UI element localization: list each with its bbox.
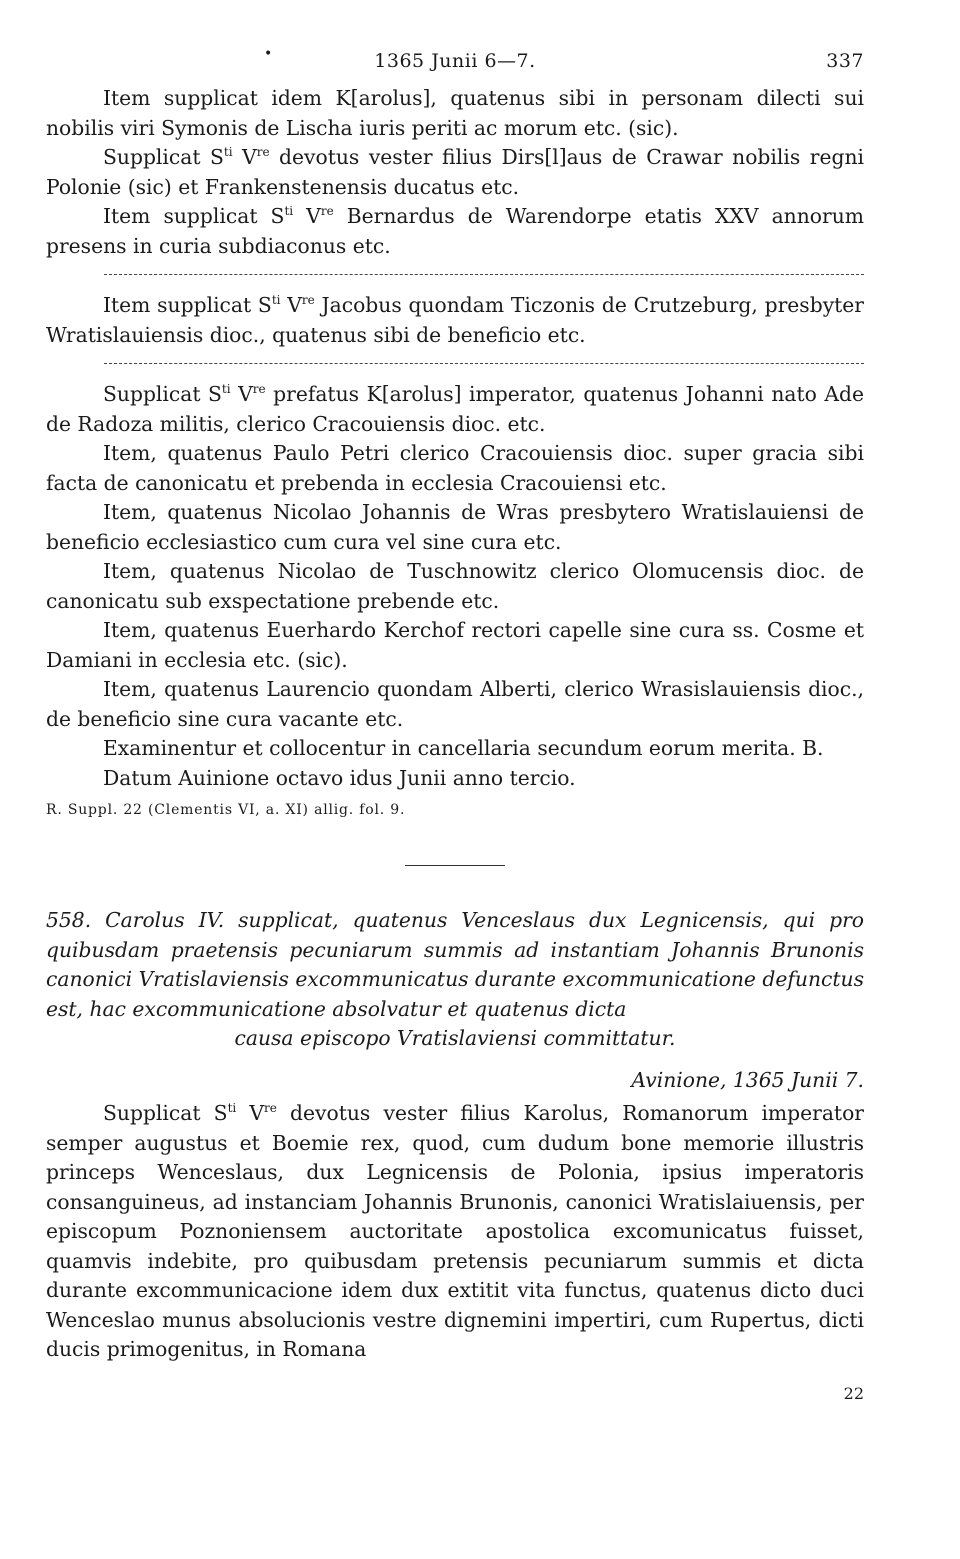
superscript-abbreviation: re xyxy=(320,204,334,218)
paragraph: Item, quatenus Nicolao Johannis de Wras presbytero Wratislauiensi de beneficio ecclesiastico cum cura vel sine cura etc. xyxy=(46,500,864,554)
paragraph: Item supplicat idem K[arolus], quatenus sibi in personam dilecti sui nobilis viri Symonis de Lischa iuris periti ac morum etc. (sic). xyxy=(46,86,864,140)
regest xyxy=(46,906,864,1024)
superscript-abbreviation: ti xyxy=(284,204,294,218)
superscript-abbreviation: re xyxy=(256,145,270,159)
document-number: 558. xyxy=(46,908,92,932)
dashed-separator xyxy=(46,350,864,380)
section-rule xyxy=(405,865,505,866)
header-dot: • xyxy=(264,46,273,62)
paragraph: Item supplicat $S^{ti}$ Vre Jacobus quondam Ticzonis de Crutzeburg, presbyter Wratislauiensis dioc., quatenus sibi de beneficio etc. xyxy=(46,293,864,347)
dateline: Avinione, 1365 Junii 7. xyxy=(631,1067,864,1092)
superscript-abbreviation: re xyxy=(301,293,315,307)
superscript-abbreviation: ti xyxy=(271,293,281,307)
paragraph: Item, quatenus Laurencio quondam Alberti, clerico Wrasislauiensis dioc., de beneficio sine cura vacante etc. xyxy=(46,677,864,731)
main-supplications xyxy=(46,380,864,793)
superscript-abbreviation: ti xyxy=(227,1101,237,1115)
signature-mark: 22 xyxy=(843,1383,864,1403)
regest-last-line: causa episcopo Vratislaviensi committatur. xyxy=(234,1026,676,1050)
paragraph: Datum Auinione octavo idus Junii anno tercio. xyxy=(103,765,576,790)
superscript-abbreviation: re xyxy=(252,382,266,396)
superscript-abbreviation: re xyxy=(264,1101,277,1115)
paragraph: Item supplicat $S^{ti}$ Vre Bernardus de Warendorpe etatis XXV annorum presens in curia subdiaconus etc. xyxy=(46,204,864,258)
paragraph: Supplicat $S^{ti}$ Vre devotus vester filius Karolus, Romanorum imperator semper augustus et Boemie rex, quod, cum dudum bone memorie illustris princeps Wenceslaus, dux Legnicensis de Polonia, ipsius imperatoris consanguineus, ad instanciam Johannis Brunonis, canonici Wratislaiuensis, per episcopum Poznoniensem auctoritate apostolica excomunicatus fuisset, quamvis indebite, pro quibusdam pretensis pecuniarum summis et dicta durante excommunicacione idem dux extitit vita functus, quatenus dicto duci Wenceslao munus absolucionis vestre dignemini impertiri, cum Rupertus, dicti ducis primogenitus, in Romana xyxy=(46,1101,864,1361)
paragraph: Supplicat $S^{ti}$ Vre devotus vester filius Dirs[l]aus de Crawar nobilis regni Polonie (sic) et Frankenstenensis ducatus etc. xyxy=(46,145,865,199)
superscript-abbreviation: ti xyxy=(221,382,231,396)
superscript-abbreviation: ti xyxy=(223,145,233,159)
page-header xyxy=(46,44,864,84)
regest-text: Carolus IV. supplicat, quatenus Venceslaus dux Legnicensis, qui pro quibusdam praetensis pecuniarum summis ad instantiam Johannis Brunonis canonici Vratislaviensis excommunicatus durante excommunicatione defunctus est, hac excommunicatione absolvatur et quatenus dicta xyxy=(46,908,864,1021)
paragraph: Item, quatenus Paulo Petri clerico Cracouiensis dioc. super gracia sibi facta de canonicatu et prebenda in ecclesia Cracouiensi etc. xyxy=(46,441,864,495)
running-title: 1365 Junii 6—7. xyxy=(374,50,536,72)
page-number: 337 xyxy=(826,50,864,72)
dashed-separator xyxy=(46,261,864,291)
paragraph: Examinentur et collocentur in cancellaria secundum eorum merita. B. xyxy=(103,736,824,760)
paragraph: Item, quatenus Euerhardo Kerchof rectori capelle sine cura ss. Cosme et Damiani in ecclesia etc. (sic). xyxy=(46,618,864,672)
paragraph: Item, quatenus Nicolao de Tuschnowitz clerico Olomucensis dioc. de canonicatu sub exspectatione prebende etc. xyxy=(46,559,864,613)
top-supplications xyxy=(46,84,864,261)
document-page xyxy=(46,44,865,1403)
paragraph: Supplicat $S^{ti}$ Vre prefatus K[arolus] imperator, quatenus Johanni nato Ade de Radoza militis, clerico Cracouiensis dioc. etc. xyxy=(46,382,864,436)
archival-reference: R. Suppl. 22 (Clementis VI, a. XI) allig. fol. 9. xyxy=(46,802,406,818)
